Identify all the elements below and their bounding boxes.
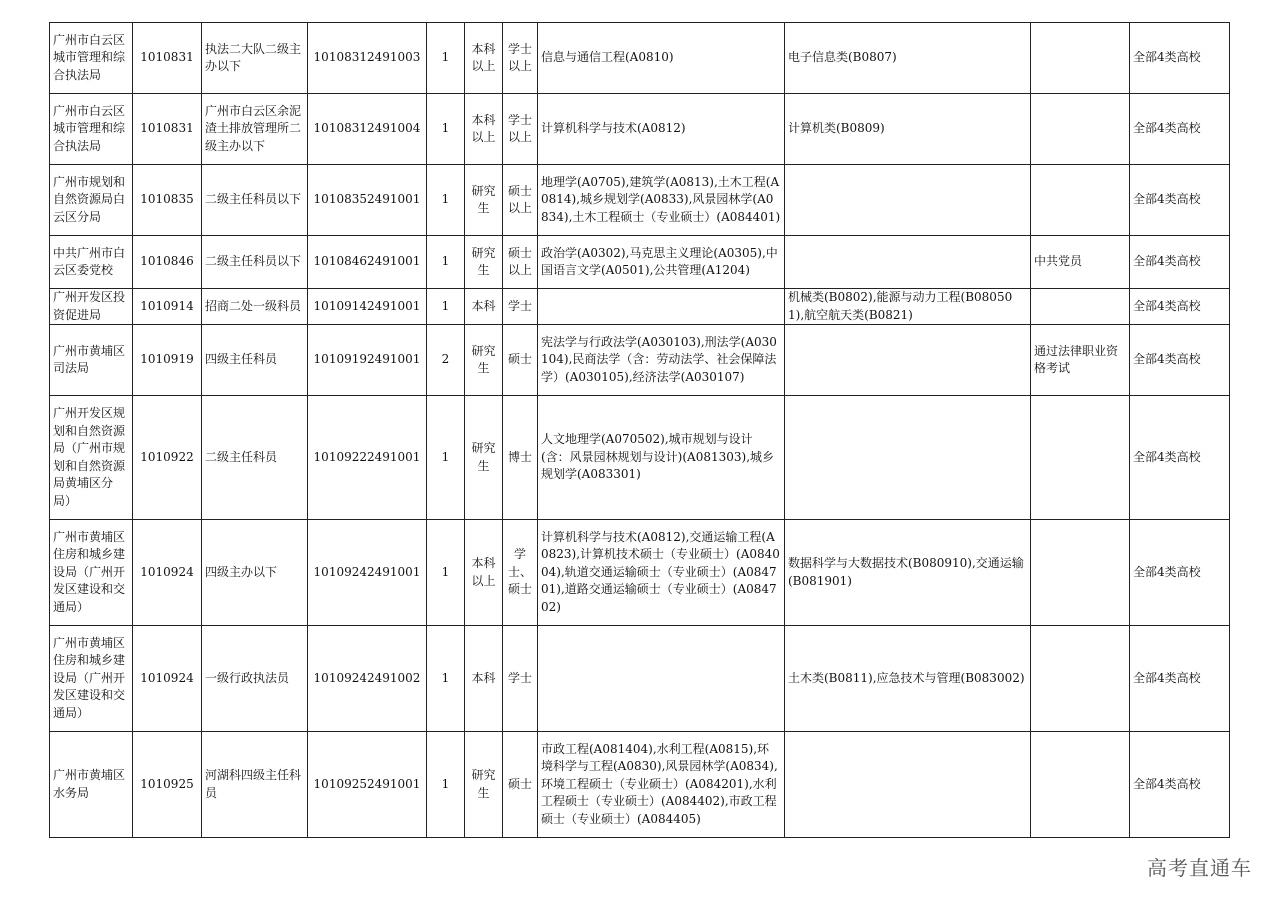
- table-row: [50, 520, 1230, 626]
- major-cell: 市政工程(A081404),水利工程(A0815),环境科学与工程(A0830),风景园林学(A0834),环境工程硕士（专业硕士）(A084201),水利工程硕士（专业硕士）(A084402),市政工程硕士（专业硕士）(A084405): [538, 732, 785, 838]
- school-cell: 全部4类高校: [1130, 165, 1230, 236]
- school-cell: 全部4类高校: [1130, 396, 1230, 520]
- position-code-cell: 10108462491001: [308, 236, 427, 289]
- position-cell: 招商二处一级科员: [202, 289, 308, 325]
- education-cell: 本科以上: [465, 520, 503, 626]
- major-cell: 计算机科学与技术(A0812): [538, 94, 785, 165]
- count-cell: 1: [427, 289, 465, 325]
- position-cell: 河湖科四级主任科员: [202, 732, 308, 838]
- position-code-cell: 10108312491003: [308, 23, 427, 94]
- education-cell: 研究生: [465, 732, 503, 838]
- college-major-cell: 计算机类(B0809): [785, 94, 1031, 165]
- code-cell: 1010835: [133, 165, 202, 236]
- other-requirement-cell: [1031, 94, 1130, 165]
- major-cell: [538, 289, 785, 325]
- count-cell: 1: [427, 396, 465, 520]
- dept-cell: 广州市黄埔区水务局: [50, 732, 133, 838]
- degree-cell: 博士: [503, 396, 538, 520]
- dept-cell: 广州市白云区城市管理和综合执法局: [50, 94, 133, 165]
- count-cell: 1: [427, 732, 465, 838]
- table-row: [50, 732, 1230, 838]
- other-requirement-cell: 中共党员: [1031, 236, 1130, 289]
- college-major-cell: [785, 236, 1031, 289]
- school-cell: 全部4类高校: [1130, 23, 1230, 94]
- dept-cell: 中共广州市白云区委党校: [50, 236, 133, 289]
- other-requirement-cell: [1031, 289, 1130, 325]
- position-cell: 二级主任科员以下: [202, 236, 308, 289]
- code-cell: 1010919: [133, 325, 202, 396]
- position-cell: 二级主任科员以下: [202, 165, 308, 236]
- position-cell: 广州市白云区余泥渣土排放管理所二级主办以下: [202, 94, 308, 165]
- major-cell: 计算机科学与技术(A0812),交通运输工程(A0823),计算机技术硕士（专业硕士）(A084004),轨道交通运输硕士（专业硕士）(A084701),道路交通运输硕士（专业硕士）(A084702): [538, 520, 785, 626]
- code-cell: 1010914: [133, 289, 202, 325]
- degree-cell: 硕士: [503, 732, 538, 838]
- major-cell: 宪法学与行政法学(A030103),刑法学(A030104),民商法学（含：劳动法学、社会保障法学）(A030105),经济法学(A030107): [538, 325, 785, 396]
- dept-cell: 广州市黄埔区住房和城乡建设局（广州开发区建设和交通局）: [50, 626, 133, 732]
- count-cell: 1: [427, 626, 465, 732]
- school-cell: 全部4类高校: [1130, 520, 1230, 626]
- college-major-cell: [785, 732, 1031, 838]
- college-major-cell: 机械类(B0802),能源与动力工程(B080501),航空航天类(B0821): [785, 289, 1031, 325]
- major-cell: 人文地理学(A070502),城市规划与设计(含：风景园林规划与设计)(A081303),城乡规划学(A083301): [538, 396, 785, 520]
- dept-cell: 广州开发区规划和自然资源局（广州市规划和自然资源局黄埔区分局）: [50, 396, 133, 520]
- school-cell: 全部4类高校: [1130, 325, 1230, 396]
- school-cell: 全部4类高校: [1130, 289, 1230, 325]
- table-row: [50, 236, 1230, 289]
- college-major-cell: [785, 165, 1031, 236]
- degree-cell: 学士: [503, 289, 538, 325]
- position-cell: 四级主办以下: [202, 520, 308, 626]
- watermark-text: 高考直通车: [1147, 856, 1252, 880]
- school-cell: 全部4类高校: [1130, 732, 1230, 838]
- position-code-cell: 10108312491004: [308, 94, 427, 165]
- education-cell: 本科以上: [465, 23, 503, 94]
- code-cell: 1010924: [133, 520, 202, 626]
- position-cell: 一级行政执法员: [202, 626, 308, 732]
- education-cell: 研究生: [465, 236, 503, 289]
- school-cell: 全部4类高校: [1130, 94, 1230, 165]
- education-cell: 本科: [465, 626, 503, 732]
- major-cell: 政治学(A0302),马克思主义理论(A0305),中国语言文学(A0501),公共管理(A1204): [538, 236, 785, 289]
- table-row: [50, 289, 1230, 325]
- position-cell: 二级主任科员: [202, 396, 308, 520]
- college-major-cell: 土木类(B0811),应急技术与管理(B083002): [785, 626, 1031, 732]
- position-cell: 四级主任科员: [202, 325, 308, 396]
- major-cell: [538, 626, 785, 732]
- code-cell: 1010846: [133, 236, 202, 289]
- education-cell: 本科: [465, 289, 503, 325]
- education-cell: 研究生: [465, 325, 503, 396]
- count-cell: 1: [427, 23, 465, 94]
- degree-cell: 学士: [503, 626, 538, 732]
- code-cell: 1010831: [133, 23, 202, 94]
- major-cell: 地理学(A0705),建筑学(A0813),土木工程(A0814),城乡规划学(A0833),风景园林学(A0834),土木工程硕士（专业硕士）(A084401): [538, 165, 785, 236]
- code-cell: 1010924: [133, 626, 202, 732]
- table-body: [50, 23, 1230, 838]
- other-requirement-cell: [1031, 626, 1130, 732]
- position-code-cell: 10109142491001: [308, 289, 427, 325]
- dept-cell: 广州市规划和自然资源局白云区分局: [50, 165, 133, 236]
- degree-cell: 学士以上: [503, 94, 538, 165]
- count-cell: 1: [427, 165, 465, 236]
- position-code-cell: 10109242491002: [308, 626, 427, 732]
- count-cell: 1: [427, 236, 465, 289]
- table-row: [50, 94, 1230, 165]
- dept-cell: 广州市黄埔区住房和城乡建设局（广州开发区建设和交通局）: [50, 520, 133, 626]
- degree-cell: 硕士: [503, 325, 538, 396]
- code-cell: 1010922: [133, 396, 202, 520]
- count-cell: 1: [427, 520, 465, 626]
- degree-cell: 学士以上: [503, 23, 538, 94]
- college-major-cell: 电子信息类(B0807): [785, 23, 1031, 94]
- major-cell: 信息与通信工程(A0810): [538, 23, 785, 94]
- degree-cell: 硕士以上: [503, 165, 538, 236]
- college-major-cell: [785, 396, 1031, 520]
- other-requirement-cell: [1031, 23, 1130, 94]
- degree-cell: 学士、硕士: [503, 520, 538, 626]
- dept-cell: 广州市黄埔区司法局: [50, 325, 133, 396]
- count-cell: 2: [427, 325, 465, 396]
- school-cell: 全部4类高校: [1130, 626, 1230, 732]
- other-requirement-cell: [1031, 732, 1130, 838]
- dept-cell: 广州开发区投资促进局: [50, 289, 133, 325]
- school-cell: 全部4类高校: [1130, 236, 1230, 289]
- code-cell: 1010925: [133, 732, 202, 838]
- other-requirement-cell: [1031, 520, 1130, 626]
- position-code-cell: 10109252491001: [308, 732, 427, 838]
- count-cell: 1: [427, 94, 465, 165]
- position-code-cell: 10108352491001: [308, 165, 427, 236]
- positions-table: [49, 22, 1230, 838]
- position-code-cell: 10109192491001: [308, 325, 427, 396]
- college-major-cell: [785, 325, 1031, 396]
- table-row: [50, 626, 1230, 732]
- education-cell: 本科以上: [465, 94, 503, 165]
- position-cell: 执法二大队二级主办以下: [202, 23, 308, 94]
- table-row: [50, 165, 1230, 236]
- education-cell: 研究生: [465, 165, 503, 236]
- other-requirement-cell: 通过法律职业资格考试: [1031, 325, 1130, 396]
- other-requirement-cell: [1031, 396, 1130, 520]
- position-code-cell: 10109222491001: [308, 396, 427, 520]
- dept-cell: 广州市白云区城市管理和综合执法局: [50, 23, 133, 94]
- table-row: [50, 325, 1230, 396]
- education-cell: 研究生: [465, 396, 503, 520]
- college-major-cell: 数据科学与大数据技术(B080910),交通运输(B081901): [785, 520, 1031, 626]
- table-row: [50, 23, 1230, 94]
- other-requirement-cell: [1031, 165, 1130, 236]
- degree-cell: 硕士以上: [503, 236, 538, 289]
- code-cell: 1010831: [133, 94, 202, 165]
- position-code-cell: 10109242491001: [308, 520, 427, 626]
- table-row: [50, 396, 1230, 520]
